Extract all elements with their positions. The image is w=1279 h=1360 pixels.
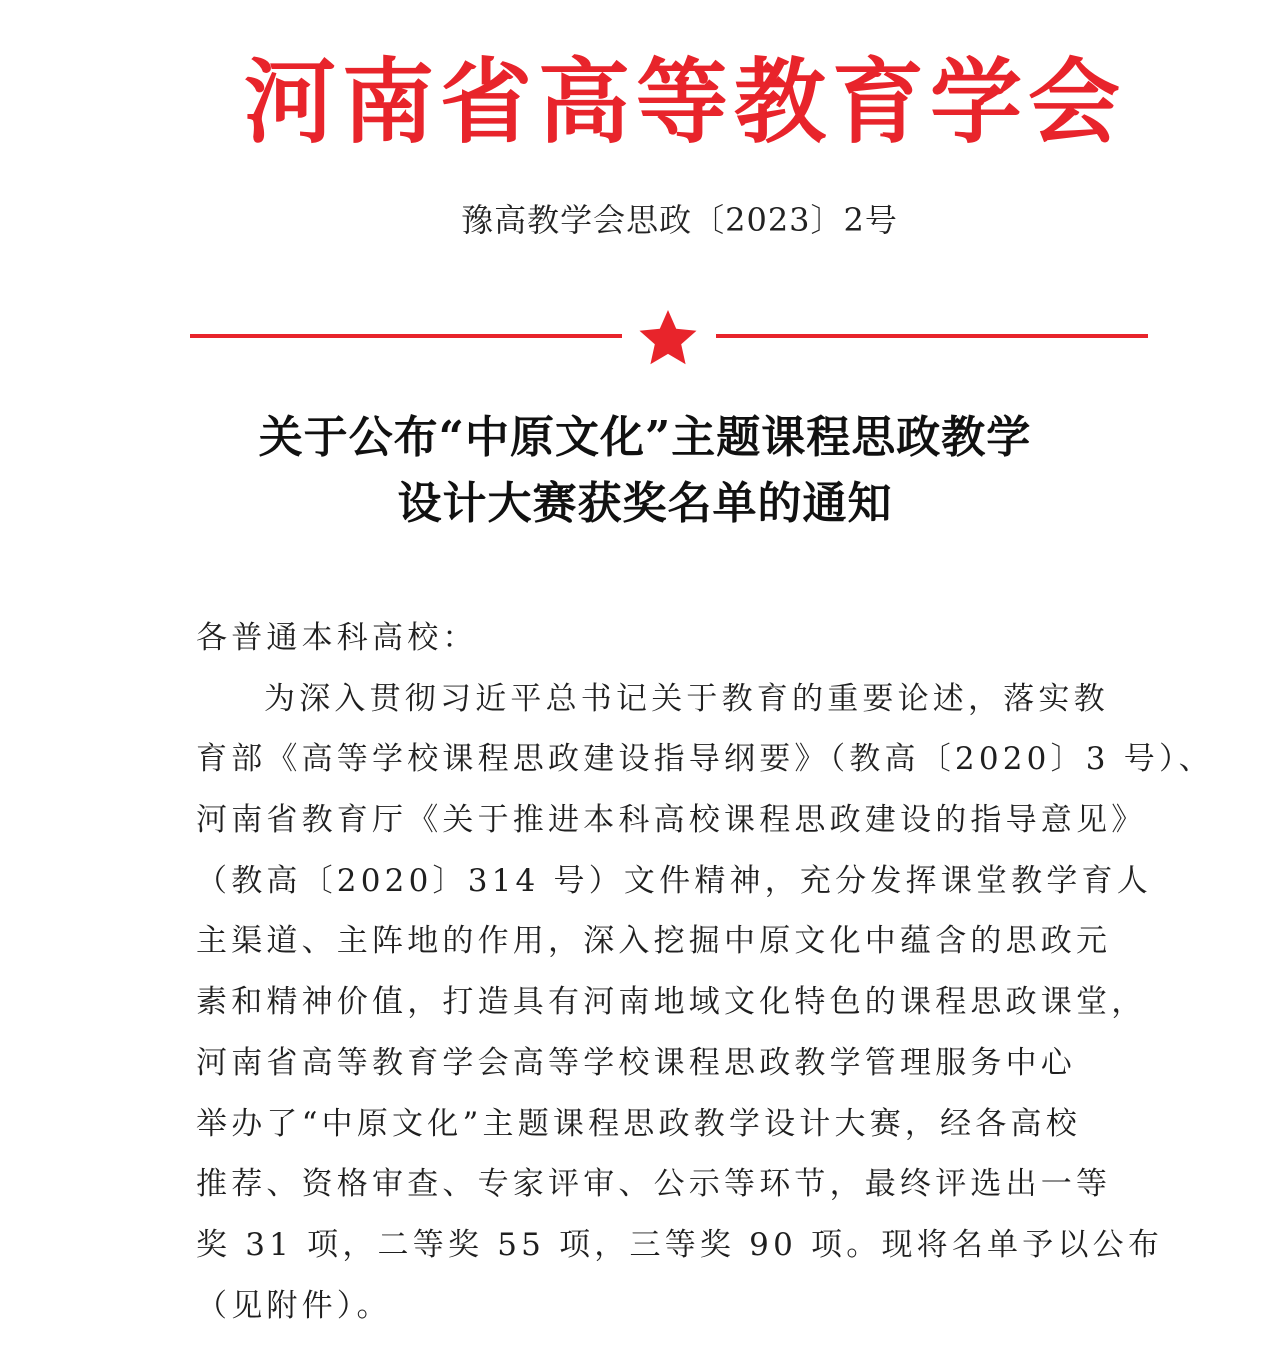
body-line: 推荐、资格审查、专家评审、公示等环节，最终评选出一等 (196, 1166, 1112, 1203)
notice-title-line-2: 设计大赛获奖名单的通知 (397, 478, 893, 529)
body-line: （教高〔2020〕314 号）文件精神，充分发挥课堂教学育人 (196, 862, 1152, 899)
salutation: 各普通本科高校： (196, 620, 478, 656)
notice-body (196, 608, 1214, 1336)
red-header-divider (190, 300, 1150, 372)
body-line: 河南省高等教育学会高等学校课程思政教学管理服务中心 (196, 1044, 1076, 1081)
star-icon (640, 310, 697, 364)
notice-title-line-1: 关于公布“中原文化”主题课程思政教学 (258, 412, 1032, 463)
body-line: 育部《高等学校课程思政建设指导纲要》（教高〔2020〕3 号）、 (196, 741, 1214, 778)
body-line: 举办了“中原文化”主题课程思政教学设计大赛，经各高校 (196, 1105, 1081, 1142)
notice-title (150, 405, 1140, 537)
body-line: 主渠道、主阵地的作用，深入挖掘中原文化中蕴含的思政元 (196, 923, 1112, 960)
body-line: 为深入贯彻习近平总书记关于教育的重要论述，落实教 (264, 680, 1109, 717)
document-number: 豫高教学会思政〔2023〕2号 (461, 201, 898, 239)
body-line: 河南省教育厅《关于推进本科高校课程思政建设的指导意见》 (196, 802, 1147, 839)
organization-title: 河南省高等教育学会 (243, 49, 1126, 156)
body-line: 素和精神价值，打造具有河南地域文化特色的课程思政课堂， (196, 984, 1147, 1021)
body-line: （见附件）。 (196, 1287, 392, 1324)
body-line: 奖 31 项，二等奖 55 项，三等奖 90 项。现将名单予以公布 (196, 1226, 1164, 1263)
